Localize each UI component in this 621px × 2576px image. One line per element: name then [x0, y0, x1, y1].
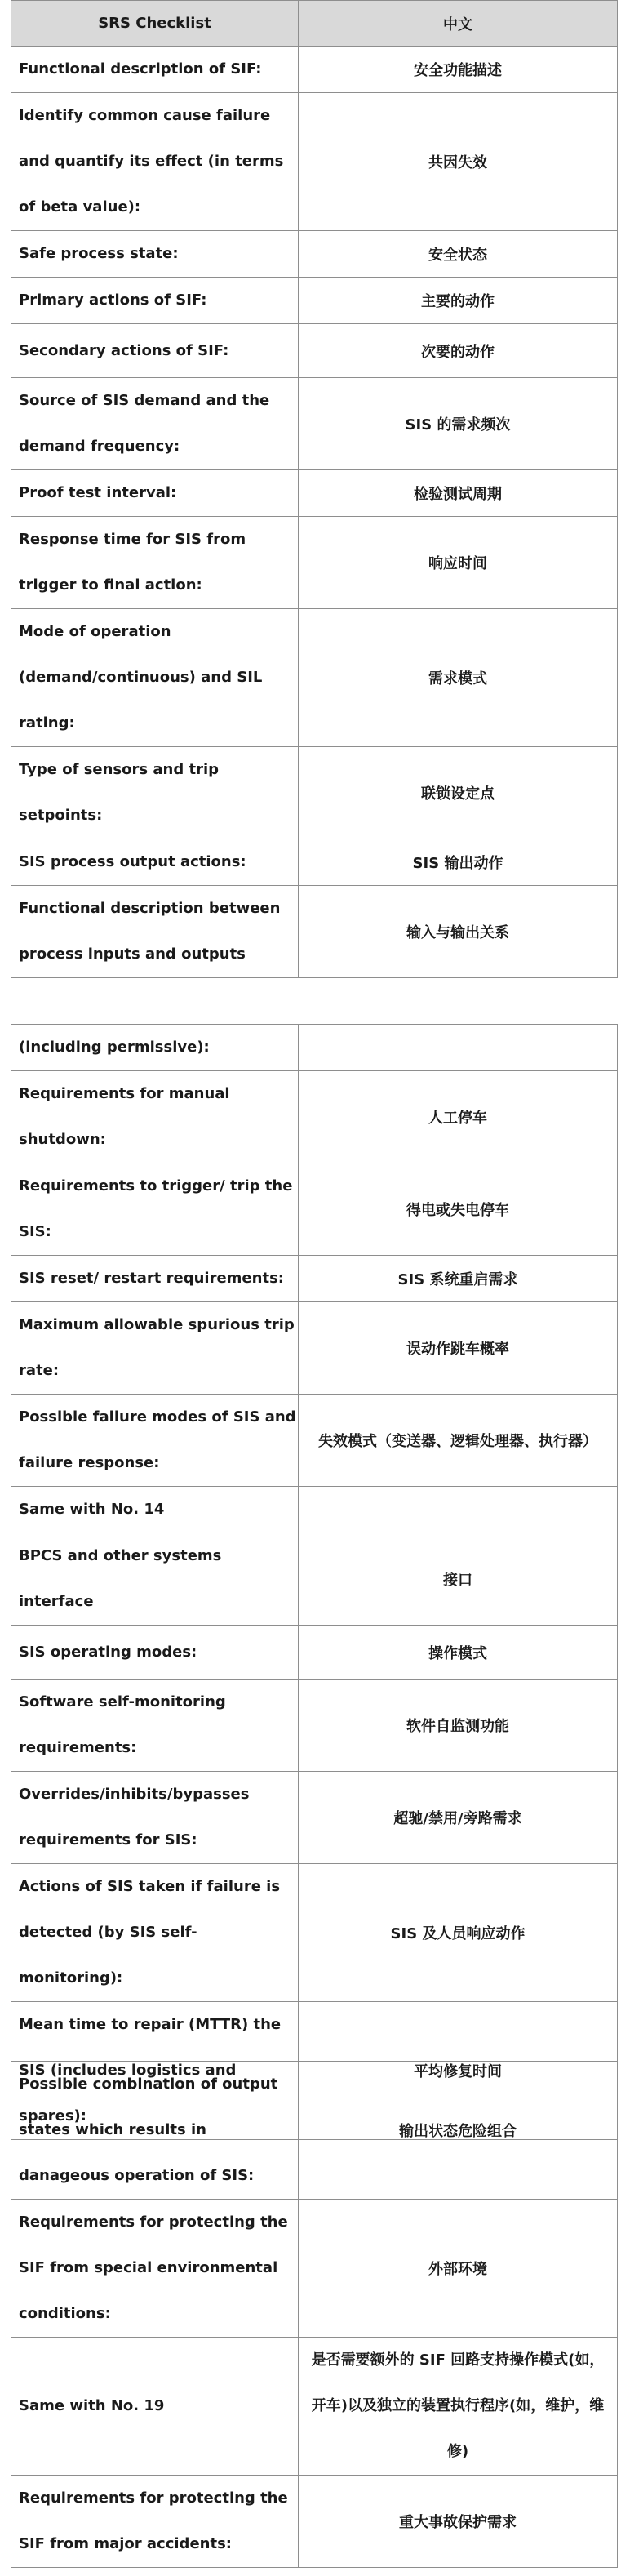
table-row	[11, 1071, 618, 1163]
row-chinese-text: 联锁设定点	[299, 747, 618, 839]
row-english-text: Same with No. 14	[11, 1487, 299, 1533]
table-row	[11, 1163, 618, 1256]
header-srs-checklist: SRS Checklist	[11, 1, 299, 47]
row-english-text: Same with No. 19	[11, 2338, 299, 2476]
row-chinese-text: SIS 的需求频次	[299, 378, 618, 470]
table-row	[11, 1533, 618, 1626]
table-row	[11, 470, 618, 517]
row-chinese-text: 次要的动作	[299, 324, 618, 378]
table-row	[11, 378, 618, 470]
row-chinese-text: 得电或失电停车	[299, 1163, 618, 1256]
srs-checklist-table-2	[11, 1024, 618, 2140]
table-row	[11, 839, 618, 886]
table-row	[11, 517, 618, 609]
row-english-text: Secondary actions of SIF:	[11, 324, 299, 378]
row-english-text: Requirements to trigger/ trip the SIS:	[11, 1163, 299, 1256]
table-row	[11, 231, 618, 278]
row-english-text: Actions of SIS taken if failure is detected (by SIS self-monitoring):	[11, 1864, 299, 2002]
table-row	[11, 1487, 618, 1533]
row-english-text: (including permissive):	[11, 1025, 299, 1071]
table-row	[11, 747, 618, 839]
row-english-text: Functional description between process inputs and outputs	[11, 886, 299, 978]
row-english-text: Mean time to repair (MTTR) the SIS (includes logistics and spares):	[11, 2002, 299, 2140]
table-row	[11, 1626, 618, 1680]
row-chinese-text: 重大事故保护需求	[299, 2476, 618, 2568]
row-english-text: Maximum allowable spurious trip rate:	[11, 1302, 299, 1395]
row-chinese-text: 主要的动作	[299, 278, 618, 324]
row-chinese-text: SIS 系统重启需求	[299, 1256, 618, 1302]
row-chinese-text: SIS 及人员响应动作	[299, 1864, 618, 2002]
row-chinese-text: 输入与输出关系	[299, 886, 618, 978]
table-row	[11, 1256, 618, 1302]
row-chinese-text: 是否需要额外的 SIF 回路支持操作模式(如，开车)以及独立的装置执行程序(如，维护，维修)	[299, 2338, 618, 2476]
row-english-text: SIS process output actions:	[11, 839, 299, 886]
table-row	[11, 93, 618, 231]
row-chinese-text: SIS 输出动作	[299, 839, 618, 886]
row-english-text: Type of sensors and trip setpoints:	[11, 747, 299, 839]
row-chinese-text: 需求模式	[299, 609, 618, 747]
table-row	[11, 2062, 618, 2200]
row-chinese-text: 响应时间	[299, 517, 618, 609]
row-chinese-text: 失效模式（变送器、逻辑处理器、执行器）	[299, 1395, 618, 1487]
row-chinese-text: 检验测试周期	[299, 470, 618, 517]
table-row	[11, 1864, 618, 2002]
srs-checklist-table-1	[11, 0, 618, 978]
table-row	[11, 2200, 618, 2338]
row-english-text: Identify common cause failure and quantify its effect (in terms of beta value):	[11, 93, 299, 231]
row-english-text: Overrides/inhibits/bypasses requirements for SIS:	[11, 1772, 299, 1864]
table-row	[11, 2476, 618, 2568]
row-english-text: Response time for SIS from trigger to final action:	[11, 517, 299, 609]
row-chinese-text: 人工停车	[299, 1071, 618, 1163]
table-row	[11, 47, 618, 93]
srs-checklist-table-3	[11, 2061, 618, 2568]
row-chinese-text: 平均修复时间	[299, 2002, 618, 2140]
row-chinese-text: 安全状态	[299, 231, 618, 278]
row-english-text: Proof test interval:	[11, 470, 299, 517]
row-english-text: Requirements for protecting the SIF from major accidents:	[11, 2476, 299, 2568]
table-row	[11, 2338, 618, 2476]
row-chinese-text: 超驰/禁用/旁路需求	[299, 1772, 618, 1864]
row-chinese-text: 软件自监测功能	[299, 1680, 618, 1772]
table-row	[11, 609, 618, 747]
row-chinese-text: 共因失效	[299, 93, 618, 231]
row-english-text: Requirements for protecting the SIF from special environmental conditions:	[11, 2200, 299, 2338]
row-english-text: Software self-monitoring requirements:	[11, 1680, 299, 1772]
table-row	[11, 1395, 618, 1487]
row-english-text: SIS operating modes:	[11, 1626, 299, 1680]
table-row	[11, 1772, 618, 1864]
row-english-text: Safe process state:	[11, 231, 299, 278]
header-row	[11, 1, 618, 47]
row-chinese-text: 操作模式	[299, 1626, 618, 1680]
row-english-text: Possible combination of output states which results in danageous operation of SIS:	[11, 2062, 299, 2200]
row-chinese-text	[299, 1025, 618, 1071]
row-chinese-text: 外部环境	[299, 2200, 618, 2338]
table-row	[11, 324, 618, 378]
table-row	[11, 1680, 618, 1772]
row-chinese-text: 安全功能描述	[299, 47, 618, 93]
row-english-text: BPCS and other systems interface	[11, 1533, 299, 1626]
row-english-text: Source of SIS demand and the demand frequency:	[11, 378, 299, 470]
table-row	[11, 1302, 618, 1395]
row-english-text: Possible failure modes of SIS and failure response:	[11, 1395, 299, 1487]
row-chinese-text	[299, 1487, 618, 1533]
row-chinese-text: 输出状态危险组合	[299, 2062, 618, 2200]
row-english-text: Primary actions of SIF:	[11, 278, 299, 324]
table-row	[11, 886, 618, 978]
row-english-text: SIS reset/ restart requirements:	[11, 1256, 299, 1302]
row-chinese-text: 误动作跳车概率	[299, 1302, 618, 1395]
row-english-text: Functional description of SIF:	[11, 47, 299, 93]
row-english-text: Mode of operation (demand/continuous) and SIL rating:	[11, 609, 299, 747]
table-row	[11, 1025, 618, 1071]
table-row	[11, 278, 618, 324]
header-chinese: 中文	[299, 1, 618, 47]
row-english-text: Requirements for manual shutdown:	[11, 1071, 299, 1163]
row-chinese-text: 接口	[299, 1533, 618, 1626]
